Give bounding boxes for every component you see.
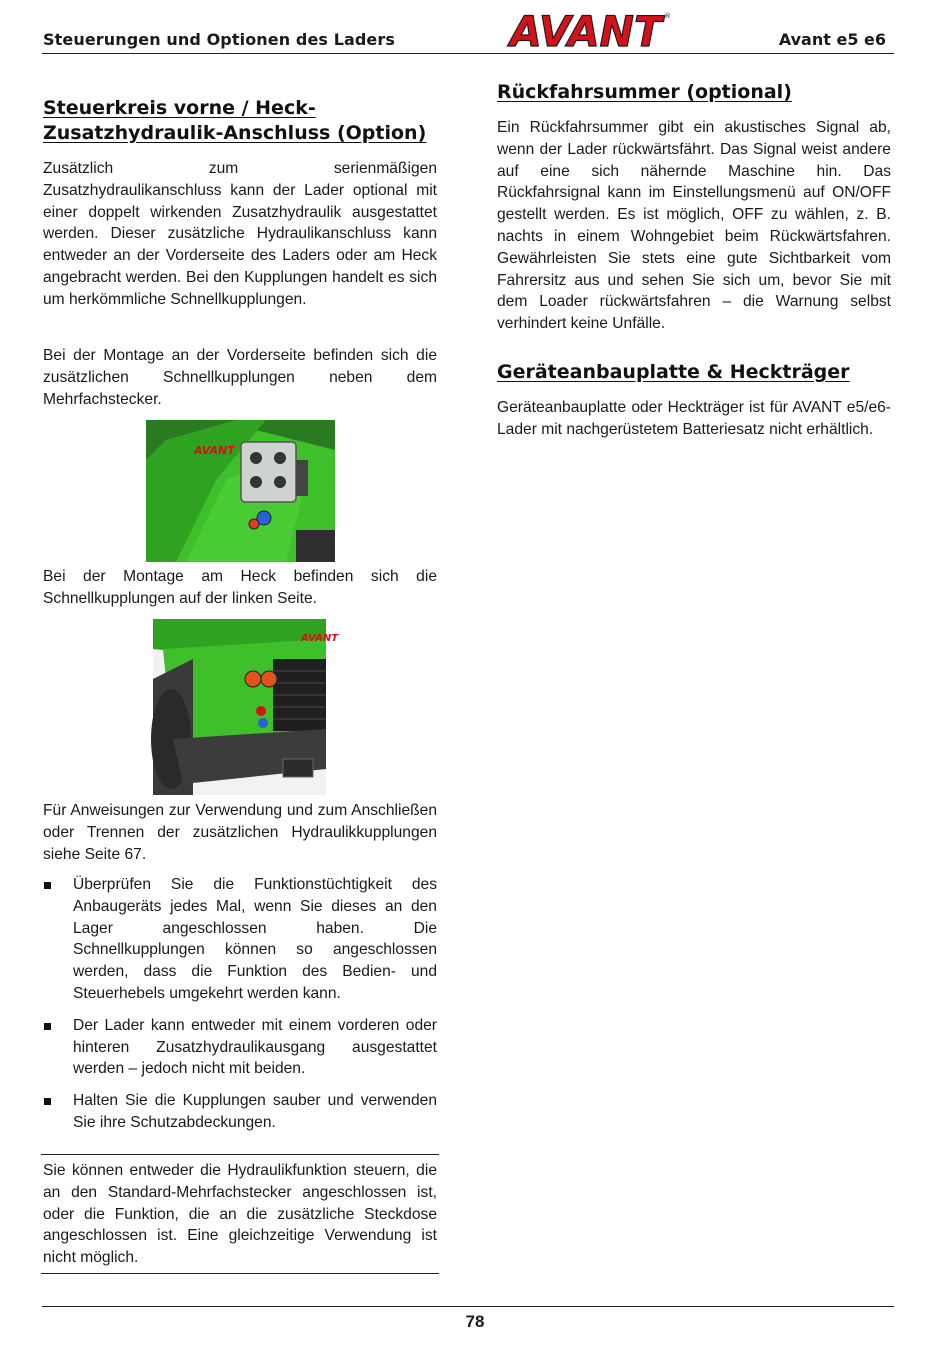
bullet-square-icon bbox=[44, 1023, 51, 1030]
left-heading bbox=[43, 96, 437, 146]
page-header bbox=[42, 0, 894, 54]
svg-text:AVANT: AVANT bbox=[507, 7, 666, 56]
note-box bbox=[41, 1154, 439, 1274]
reverse-buzzer-heading: Rückfahrsummer (optional) bbox=[497, 81, 792, 103]
left-heading-line2: Zusatzhydraulik-Anschluss (Option) bbox=[43, 122, 427, 144]
svg-text:AVANT: AVANT bbox=[301, 633, 339, 644]
instructions-paragraph: Für Anweisungen zur Verwendung und zum Anschließen oder Trennen der zusätzlichen Hydraulikkupplungen siehe Seite 67. bbox=[43, 802, 437, 863]
rear-mount-paragraph: Bei der Montage am Heck befinden sich die Schnellkupplungen auf der linken Seite. bbox=[43, 568, 437, 607]
intro-paragraph: Zusätzlich zum serienmäßigen Zusatzhydraulikanschluss kann der Lader optional mit einer doppelt wirkenden Zusatzhydraulik ausgestattet werden. Dieser zusätzliche Hydraulikanschluss kann entweder an der Vorderseite des Laders oder am Heck angebracht werden. Bei den Kupplungen handelt es sich um herkömmliche Schnellkupplungen. bbox=[43, 160, 437, 308]
bullet-square-icon bbox=[44, 1098, 51, 1105]
bullet-square-icon bbox=[44, 882, 51, 889]
list-item bbox=[43, 874, 437, 1005]
front-mount-paragraph: Bei der Montage an der Vorderseite befinden sich die zusätzlichen Schnellkupplungen neben dem Mehrfachstecker. bbox=[43, 347, 437, 408]
list-item bbox=[43, 1090, 437, 1134]
bullet-text: Halten Sie die Kupplungen sauber und verwenden Sie ihre Schutzabdeckungen. bbox=[73, 1092, 437, 1131]
bullet-text: Der Lader kann entweder mit einem vorderen oder hinteren Zusatzhydraulikausgang ausgestattet werden – jedoch nicht mit beiden. bbox=[73, 1016, 437, 1078]
section-title: Steuerungen und Optionen des Laders bbox=[43, 30, 395, 49]
bullet-text: Überprüfen Sie die Funktionstüchtigkeit des Anbaugeräts jedes Mal, wenn Sie dieses an den Lager angeschlossen haben. Die Schnellkupplungen können so angeschlossen werden, dass die Funktion des Bedien- und Steuerhebels umgekehrt werden kann. bbox=[73, 876, 437, 1002]
mounting-plate-heading: Geräteanbauplatte & Heckträger bbox=[497, 361, 850, 383]
mounting-plate-paragraph: Geräteanbauplatte oder Heckträger ist für AVANT e5/e6-Lader mit nachgerüstetem Batteriesatz nicht erhältlich. bbox=[497, 399, 891, 438]
note-text: Sie können entweder die Hydraulikfunktion steuern, die an den Standard-Mehrfachstecker angeschlossen ist, oder die Funktion, die an die zusätzliche Steckdose angeschlossen ist. Eine gleichzeitige Verwendung ist nicht möglich. bbox=[43, 1162, 437, 1267]
left-heading-line1: Steuerkreis vorne / Heck- bbox=[43, 97, 316, 119]
front-coupling-photo bbox=[146, 420, 335, 562]
svg-text:®: ® bbox=[664, 12, 671, 20]
avant-logo bbox=[504, 6, 674, 56]
model-title: Avant e5 e6 bbox=[778, 30, 886, 49]
page-number: 78 bbox=[465, 1312, 485, 1331]
reverse-buzzer-paragraph: Ein Rückfahrsummer gibt ein akustisches Signal ab, wenn der Lader rückwärtsfährt. Das Signal weist andere auf eine sich nähernde Maschine hin. Das Rückfahrsignal kann im Einstellungsmenü auf ON/OFF gestellt werden. Es ist möglich, OFF zu wählen, z. B. nachts in einem Wohngebiet beim Rückwärtsfahren. Gewährleisten Sie stets eine gute Sichtbarkeit vom Fahrersitz aus und sehen Sie sich um, bevor Sie mit dem Loader rückwärtsfahren – die Warnung selbst verhindert keine Unfälle. bbox=[497, 119, 891, 333]
footer-divider bbox=[42, 1306, 894, 1307]
svg-text:AVANT: AVANT bbox=[194, 444, 235, 457]
rear-coupling-photo bbox=[153, 619, 339, 795]
bullet-list bbox=[43, 874, 437, 1144]
list-item bbox=[43, 1015, 437, 1080]
